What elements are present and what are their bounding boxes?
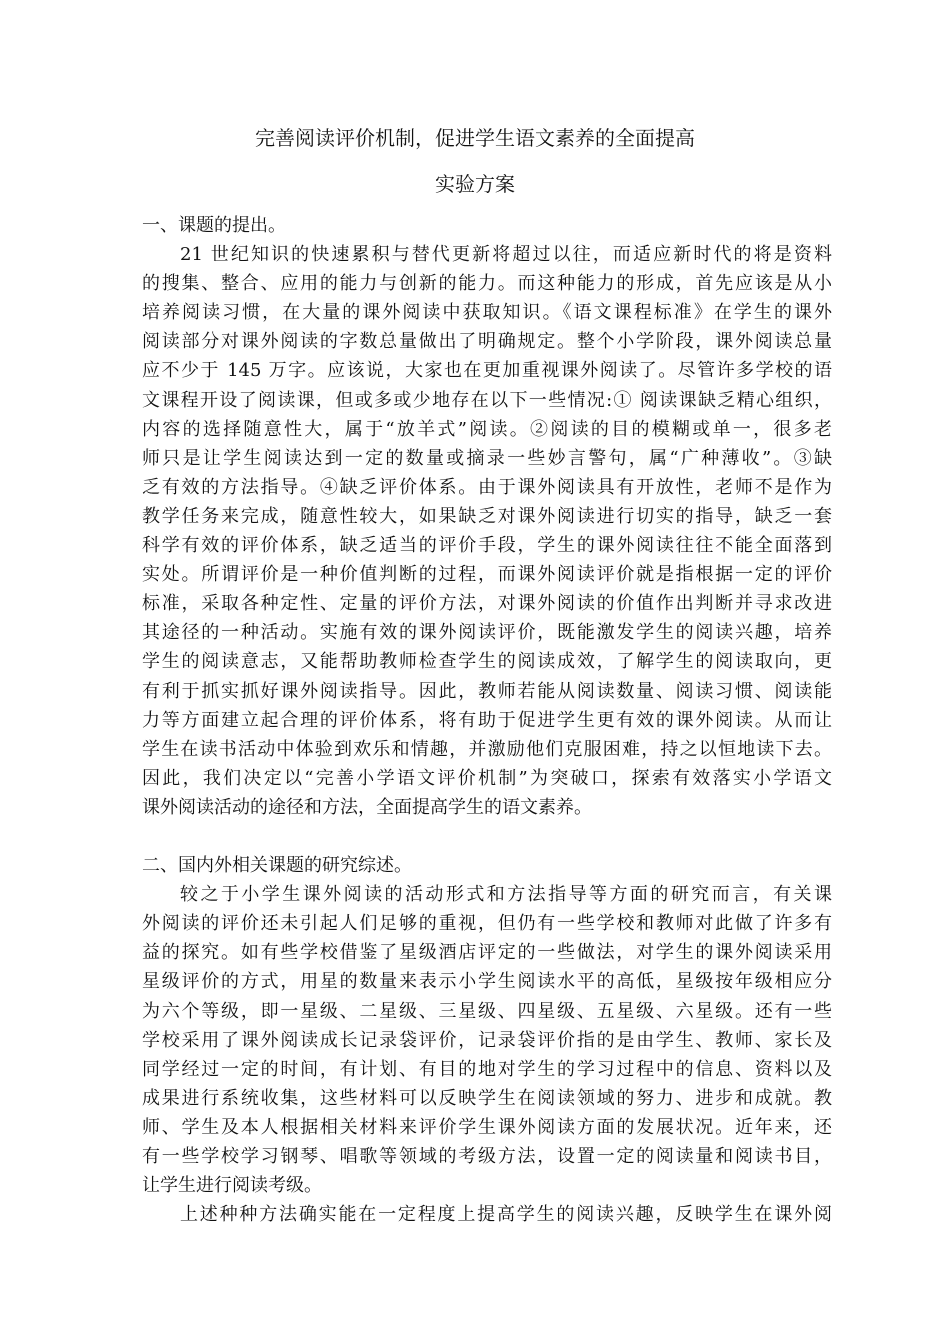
paragraph-line: 较之于小学生课外阅读的活动形式和方法指导等方面的研究而言，有关课 xyxy=(180,884,832,906)
paragraph-line: 内容的选择随意性大，属于“放羊式”阅读。②阅读的目的模糊或单一，很多老 xyxy=(142,418,832,440)
paragraph-line: 学校采用了课外阅读成长记录袋评价，记录袋评价指的是由学生、教师、家长及 xyxy=(142,1029,832,1051)
paragraph-line: 学生的阅读意志，又能帮助教师检查学生的阅读成效，了解学生的阅读取向，更 xyxy=(142,651,832,673)
paragraph-line: 课外阅读活动的途径和方法，全面提高学生的语文素养。 xyxy=(142,796,592,818)
paragraph-line: 有一些学校学习钢琴、唱歌等领域的考级方法，设置一定的阅读量和阅读书目， xyxy=(142,1146,832,1167)
paragraph-line: 成果进行系统收集，这些材料可以反映学生在阅读领域的努力、进步和成就。教 xyxy=(142,1087,832,1109)
paragraph-line: 应不少于 145 万字。应该说，大家也在更加重视课外阅读了。尽管许多学校的语 xyxy=(142,360,832,382)
paragraph-line: 因此，我们决定以“完善小学语文评价机制”为突破口，探索有效落实小学语文 xyxy=(142,767,832,789)
paragraph-line: 科学有效的评价体系，缺乏适当的评价手段，学生的课外阅读往往不能全面落到 xyxy=(142,535,832,557)
paragraph-line: 上述种种方法确实能在一定程度上提高学生的阅读兴趣，反映学生在课外阅 xyxy=(180,1204,832,1226)
paragraph-line: 阅读部分对课外阅读的字数总量做出了明确规定。整个小学阶段，课外阅读总量 xyxy=(142,331,832,353)
paragraph-line: 乏有效的方法指导。④缺乏评价体系。由于课外阅读具有开放性，老师不是作为 xyxy=(142,476,832,498)
paragraph-line: 力等方面建立起合理的评价体系，将有助于促进学生更有效的课外阅读。从而让 xyxy=(142,709,832,731)
document-subtitle: 实验方案 xyxy=(435,172,515,196)
paragraph-line: 有利于抓实抓好课外阅读指导。因此，教师若能从阅读数量、阅读习惯、阅读能 xyxy=(142,680,832,702)
paragraph-line: 其途径的一种活动。实施有效的课外阅读评价，既能激发学生的阅读兴趣，培养 xyxy=(142,622,832,644)
paragraph-line: 师、学生及本人根据相关材料来评价学生课外阅读方面的发展状况。近年来，还 xyxy=(142,1116,832,1138)
section-heading: 一、课题的提出。 xyxy=(142,215,286,236)
paragraph-line: 让学生进行阅读考级。 xyxy=(142,1175,322,1197)
paragraph-line: 教学任务来完成，随意性较大，如果缺乏对课外阅读进行切实的指导，缺乏一套 xyxy=(142,505,832,527)
paragraph-line: 标准，采取各种定性、定量的评价方法，对课外阅读的价值作出判断并寻求改进 xyxy=(142,593,832,615)
paragraph-line: 培养阅读习惯，在大量的课外阅读中获取知识。《语文课程标准》在学生的课外 xyxy=(142,302,832,324)
paragraph-line: 益的探究。如有些学校借鉴了星级酒店评定的一些做法，对学生的课外阅读采用 xyxy=(142,942,832,964)
document-title: 完善阅读评价机制，促进学生语文素养的全面提高 xyxy=(255,126,695,150)
paragraph-line: 学生在读书活动中体验到欢乐和情趣，并激励他们克服困难，持之以恒地读下去。 xyxy=(142,738,832,760)
paragraph-line: 实处。所谓评价是一种价值判断的过程，而课外阅读评价就是指根据一定的评价 xyxy=(142,564,832,586)
section-heading: 二、国内外相关课题的研究综述。 xyxy=(142,855,412,877)
paragraph-line: 星级评价的方式，用星的数量来表示小学生阅读水平的高低，星级按年级相应分 xyxy=(142,971,832,993)
paragraph-line: 21 世纪知识的快速累积与替代更新将超过以往，而适应新时代的将是资料 xyxy=(180,244,832,266)
blank-line xyxy=(142,822,832,851)
paragraph-line: 文课程开设了阅读课，但或多或少地存在以下一些情况:① 阅读课缺乏精心组织， xyxy=(142,389,832,411)
document-body xyxy=(142,211,832,1229)
paragraph-line: 为六个等级，即一星级、二星级、三星级、四星级、五星级、六星级。还有一些 xyxy=(142,1000,832,1022)
paragraph-line: 同学经过一定的时间，有计划、有目的地对学生的学习过程中的信息、资料以及 xyxy=(142,1058,832,1080)
paragraph-line: 的搜集、整合、应用的能力与创新的能力。而这种能力的形成，首先应该是从小 xyxy=(142,273,832,295)
paragraph-line: 师只是让学生阅读达到一定的数量或摘录一些妙言警句，属“广种薄收”。③缺 xyxy=(142,447,832,469)
paragraph-line: 外阅读的评价还未引起人们足够的重视，但仍有一些学校和教师对此做了许多有 xyxy=(142,913,832,935)
